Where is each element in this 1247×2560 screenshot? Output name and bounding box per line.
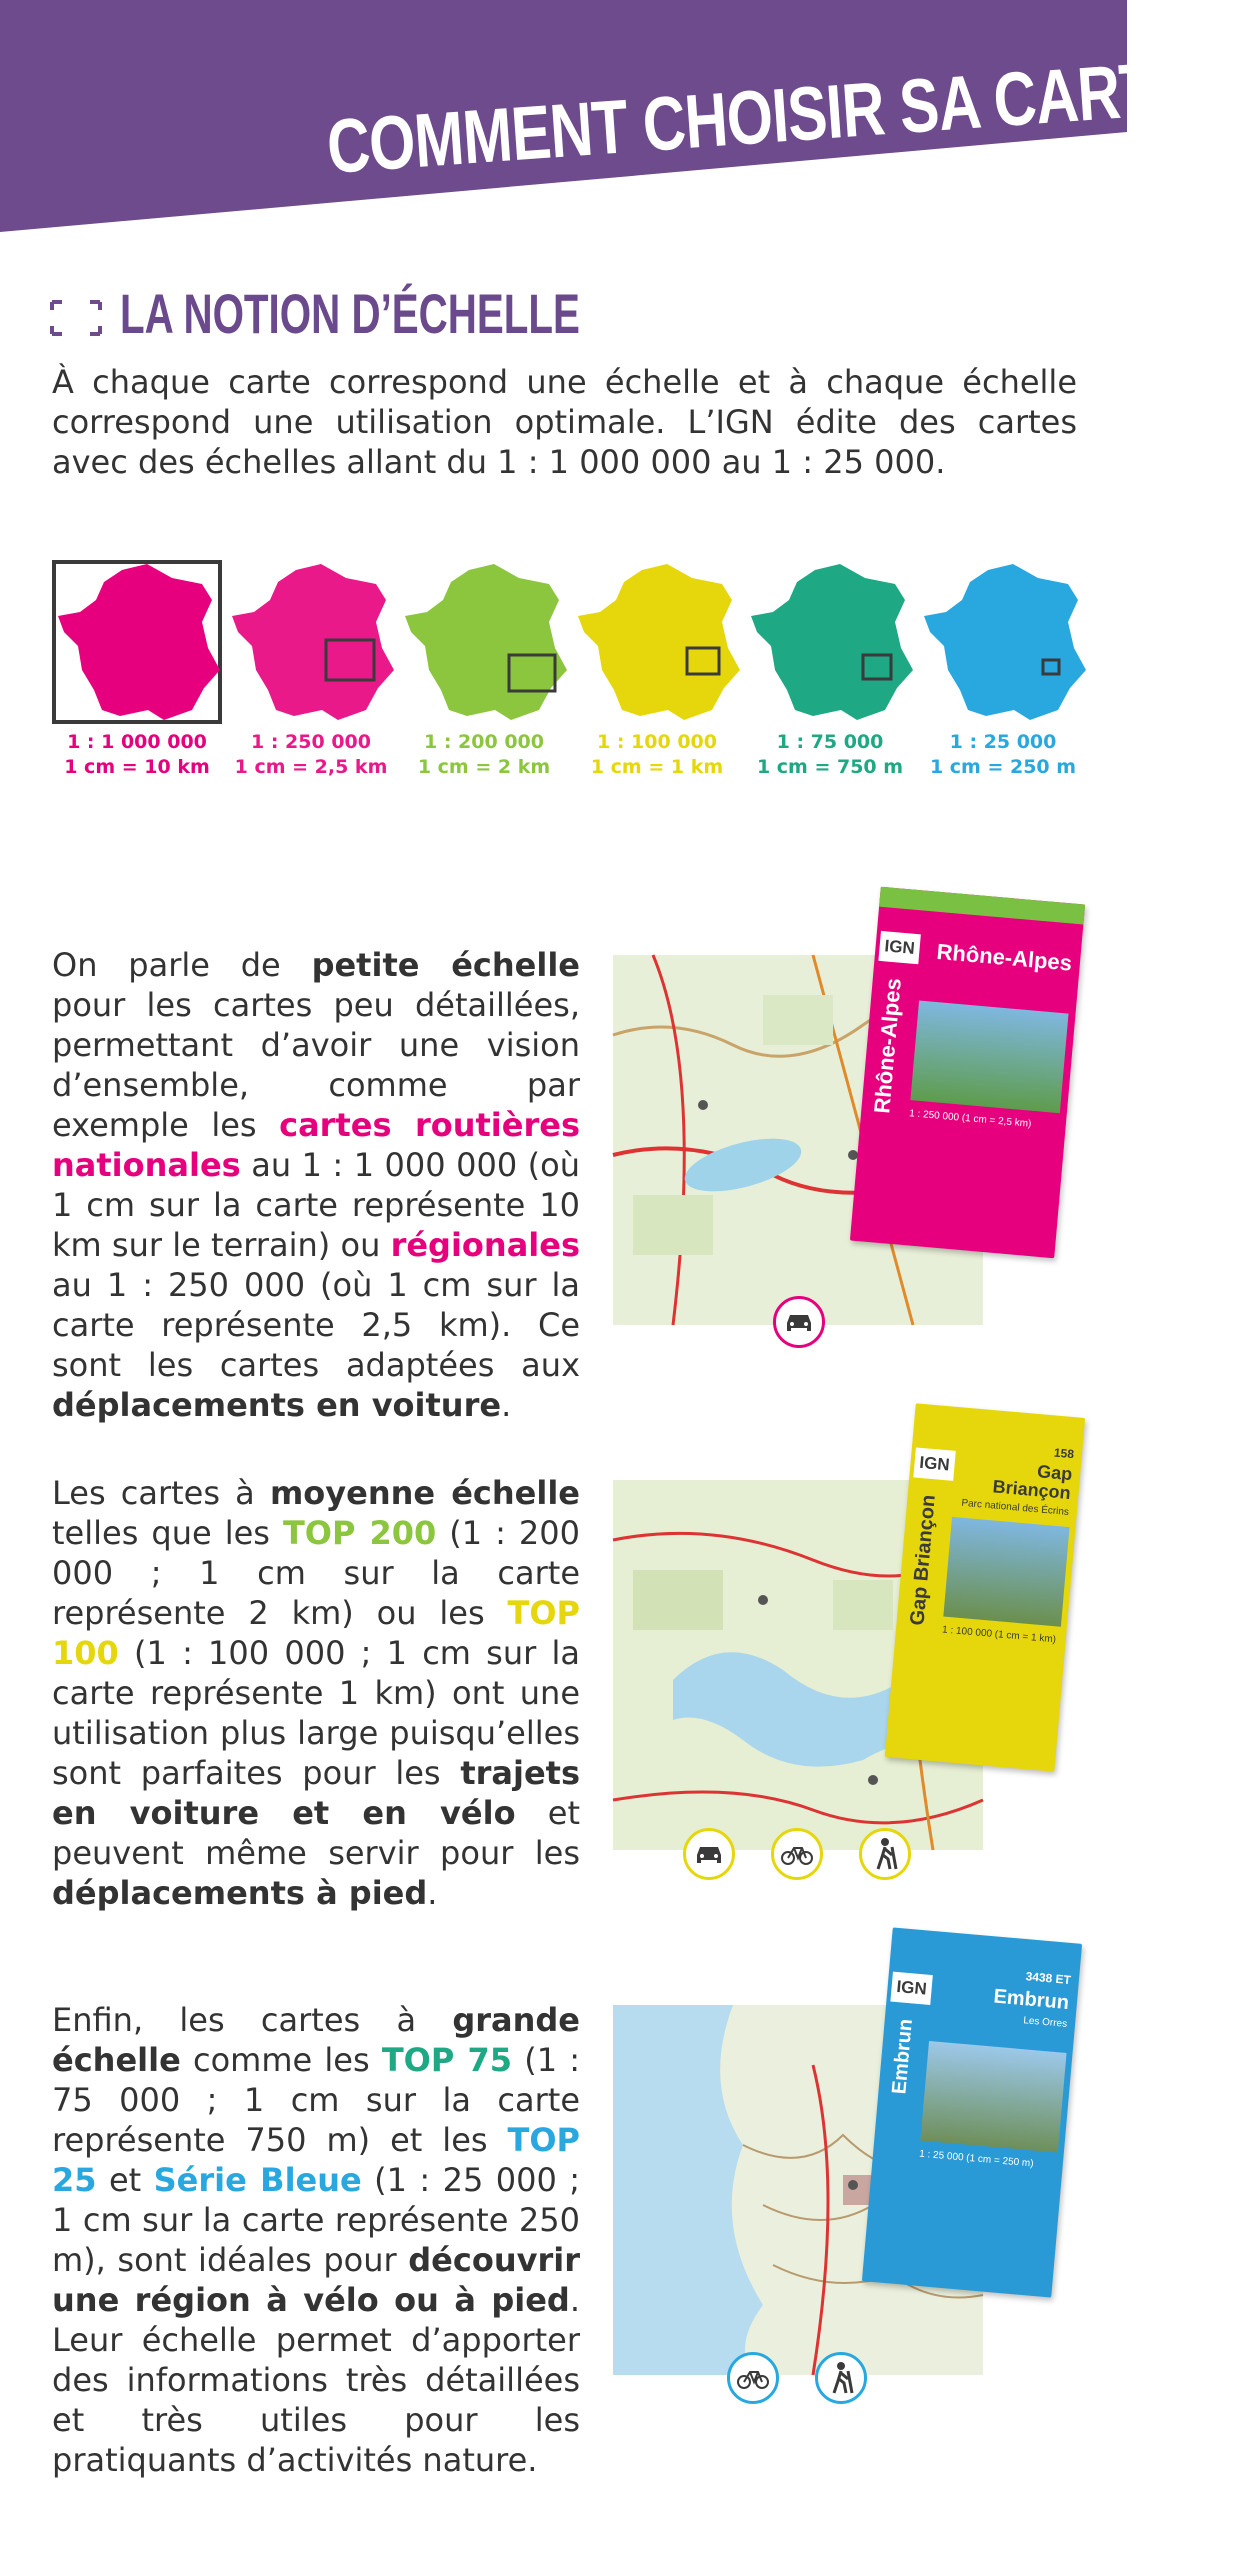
text: au 1 : 1 000 000 (où 1 cm sur la carte représente 10 km sur le terrain) ou bbox=[52, 1146, 580, 1264]
scale-equivalence: 1 cm = 10 km bbox=[64, 756, 210, 778]
emphasis: découvrir une région à vélo ou à pied bbox=[52, 2241, 580, 2319]
text: pour les cartes peu détaillées, permettant d’avoir une vision d’ensemble, comme par exemple les bbox=[52, 986, 580, 1144]
emphasis: grande échelle bbox=[52, 2001, 580, 2079]
highlight-regional: régionales bbox=[390, 1226, 580, 1264]
card-subtitle: Parc national des Écrins bbox=[960, 1497, 1070, 1519]
bicycle-icon bbox=[771, 1828, 823, 1880]
scale-equivalence: 1 cm = 250 m bbox=[929, 756, 1077, 778]
hiker-icon bbox=[859, 1828, 911, 1880]
car-icon bbox=[683, 1828, 735, 1880]
scale-ratio: 1 : 200 000 bbox=[424, 731, 544, 753]
emphasis: déplacements à pied bbox=[52, 1874, 428, 1912]
large-scale-paragraph bbox=[52, 2000, 580, 2480]
text: telles que les bbox=[52, 1514, 283, 1552]
scale-equivalence: 1 cm = 2 km bbox=[417, 756, 551, 778]
page-title: COMMENT CHOISIR SA CARTE ? bbox=[324, 41, 1247, 190]
scale-item bbox=[52, 560, 222, 780]
card-number: 158 bbox=[1053, 1445, 1075, 1462]
section-title: LA NOTION D’ÉCHELLE bbox=[120, 282, 580, 345]
text: . bbox=[501, 1386, 512, 1424]
text: (1 : 25 000 ; 1 cm sur la carte représente 250 m), sont idéales pour bbox=[52, 2161, 581, 2279]
highlight-top100: TOP 100 bbox=[52, 1594, 580, 1672]
bicycle-icon bbox=[727, 2352, 779, 2404]
scale-equivalence: 1 cm = 1 km bbox=[590, 756, 724, 778]
intro-paragraph: À chaque carte correspond une échelle et à chaque échelle correspond une utilisation optimale. L’IGN édite des cartes avec des échelles allant du 1 : 1 000 000 au 1 : 25 000. bbox=[52, 363, 1077, 481]
text: au 1 : 250 000 (où 1 cm sur la carte représente 2,5 km). Ce sont les cartes adaptées aux bbox=[52, 1266, 580, 1384]
card-subtitle: Les Orres bbox=[1022, 2015, 1068, 2030]
text: comme les bbox=[180, 2041, 382, 2079]
ign-logo: IGN bbox=[890, 1972, 932, 2005]
scale-item bbox=[226, 560, 396, 780]
france-map-icon bbox=[572, 560, 742, 730]
highlight-road-maps: cartes routières nationales bbox=[52, 1106, 581, 1184]
scale-ratio: 1 : 100 000 bbox=[597, 731, 717, 753]
france-map-icon bbox=[745, 560, 915, 730]
text: (1 : 200 000 ; 1 cm sur la carte représente 2 km) ou les bbox=[52, 1514, 581, 1632]
scale-ratio: 1 : 1 000 000 bbox=[67, 731, 207, 753]
text: (1 : 75 000 ; 1 cm sur la carte représente 750 m) et les bbox=[52, 2041, 581, 2159]
card-scale: 1 : 25 000 (1 cm = 250 m) bbox=[918, 2148, 1035, 2170]
ign-logo: IGN bbox=[878, 931, 920, 964]
emphasis: trajets en voiture et en vélo bbox=[52, 1754, 580, 1832]
scale-ratio: 1 : 25 000 bbox=[949, 731, 1057, 753]
card-scale: 1 : 250 000 (1 cm = 2,5 km) bbox=[908, 1108, 1032, 1130]
card-number: 3438 ET bbox=[1025, 1969, 1072, 1988]
hiker-icon bbox=[815, 2352, 867, 2404]
emphasis: moyenne échelle bbox=[269, 1474, 581, 1512]
text: et bbox=[96, 2161, 154, 2199]
scale-equivalence: 1 cm = 2,5 km bbox=[234, 756, 388, 778]
bracket-icon bbox=[50, 300, 102, 336]
scale-item bbox=[918, 560, 1088, 780]
emphasis: déplacements en voiture bbox=[52, 1386, 502, 1424]
map-cover-gap-briancon bbox=[885, 1403, 1085, 1771]
text: Les cartes à bbox=[52, 1474, 270, 1512]
car-icon bbox=[773, 1296, 825, 1348]
text: On parle de bbox=[52, 946, 312, 984]
text: et peuvent même servir pour les bbox=[52, 1794, 581, 1872]
highlight-top200: TOP 200 bbox=[282, 1514, 437, 1552]
france-map-icon bbox=[399, 560, 569, 730]
scale-equivalence: 1 cm = 750 m bbox=[756, 756, 904, 778]
text: . bbox=[427, 1874, 438, 1912]
text: (1 : 100 000 ; 1 cm sur la carte représente 1 km) ont une utilisation plus large puisqu’elles sont parfaites pour les bbox=[52, 1634, 580, 1792]
highlight-top75: TOP 75 bbox=[381, 2041, 513, 2079]
text: Enfin, les cartes à bbox=[52, 2001, 453, 2039]
scale-item bbox=[572, 560, 742, 780]
card-scale: 1 : 100 000 (1 cm = 1 km) bbox=[941, 1624, 1057, 1646]
map-cover-embrun bbox=[862, 1927, 1082, 2297]
card-title: Embrun bbox=[992, 1985, 1070, 2014]
small-scale-paragraph bbox=[52, 945, 580, 1425]
highlight-serie-bleue: Série Bleue bbox=[153, 2161, 362, 2199]
card-title: Rhône-Alpes bbox=[935, 938, 1074, 976]
emphasis: petite échelle bbox=[311, 946, 581, 984]
scale-ratio: 1 : 250 000 bbox=[251, 731, 371, 753]
scale-item bbox=[399, 560, 569, 780]
card-vertical-title: Gap Briançon bbox=[906, 1493, 940, 1627]
card-vertical-title: Rhône-Alpes bbox=[869, 977, 906, 1115]
scale-strip bbox=[0, 560, 1127, 800]
scale-ratio: 1 : 75 000 bbox=[776, 731, 884, 753]
france-map-icon bbox=[226, 560, 396, 730]
text: . Leur échelle permet d’apporter des informations très détaillées et très utiles pour les pratiquants d’activités nature. bbox=[52, 2281, 580, 2479]
medium-scale-paragraph bbox=[52, 1473, 580, 1913]
map-cover-rhone-alpes bbox=[850, 887, 1085, 1259]
scale-item bbox=[745, 560, 915, 780]
highlight-top25: TOP 25 bbox=[52, 2121, 580, 2199]
card-title: Gap Briançon bbox=[991, 1461, 1074, 1503]
card-vertical-title: Embrun bbox=[888, 2017, 917, 2096]
france-map-icon bbox=[918, 560, 1088, 730]
france-map-icon bbox=[52, 560, 222, 730]
ign-logo: IGN bbox=[913, 1447, 955, 1480]
